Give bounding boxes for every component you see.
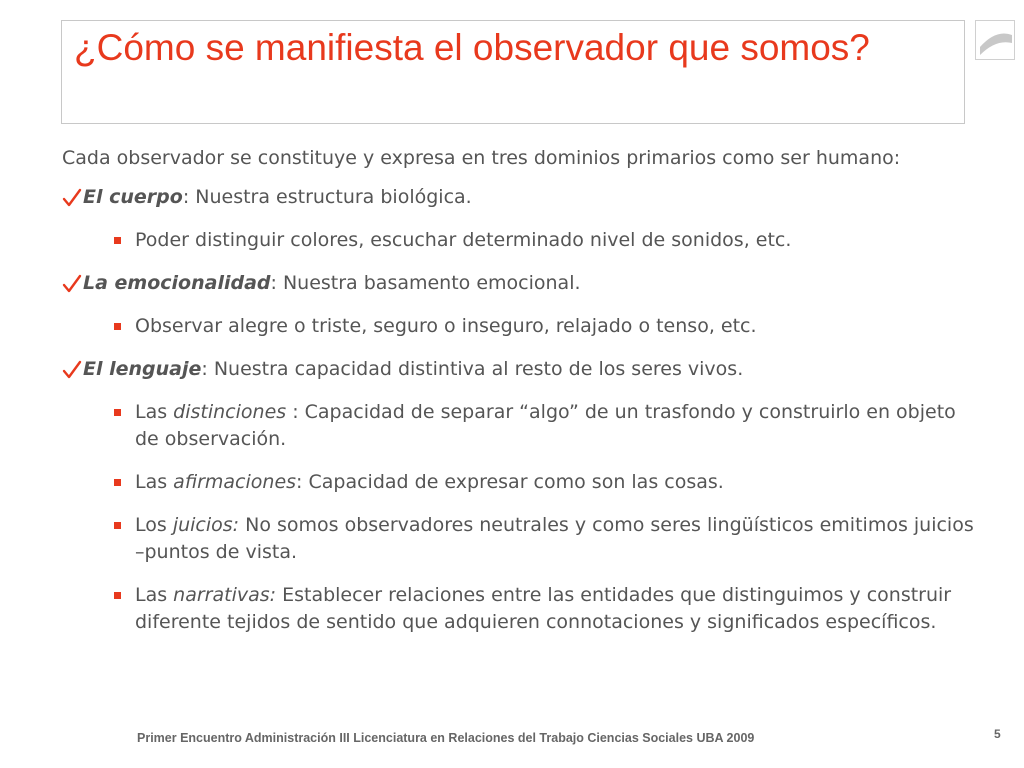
check-icon [62,356,83,383]
sub-item-juicios [62,512,982,566]
intro-paragraph: Cada observador se constituye y expresa en tres dominios primarios como ser humano: [62,147,901,169]
square-bullet-icon [114,522,121,529]
sub-item-prefix: Las [135,471,174,493]
square-bullet-icon [114,323,121,330]
domain-term: El cuerpo [83,186,183,208]
domain-item-cuerpo [62,184,982,211]
sub-item-prefix: Las [135,401,174,423]
sub-item-prefix: Los [135,514,173,536]
domain-item-lenguaje [62,356,982,383]
domain-term: La emocionalidad [83,272,271,294]
domain-item-emocionalidad [62,270,982,297]
sub-item-text: Observar alegre o triste, seguro o inseguro, relajado o tenso, etc. [135,315,757,337]
sub-item-term: distinciones [173,401,287,423]
sub-item-distinciones [62,399,982,453]
domain-term: El lenguaje [83,358,202,380]
sub-item-term: afirmaciones [173,471,297,493]
sub-item-text: Establecer relaciones entre las entidades que distinguimos y construir diferente tejidos de sentido que adquieren connotaciones y significados específicos. [135,584,952,633]
square-bullet-icon [114,479,121,486]
arch-logo-icon [975,20,1015,60]
sub-item-afirmaciones [62,469,982,496]
domain-desc: : Nuestra basamento emocional. [270,272,581,294]
slide-body [62,145,982,652]
sub-item-text: : Capacidad de expresar como son las cosas. [296,471,724,493]
check-icon [62,184,83,211]
sub-item [62,227,982,254]
title-box [61,20,965,124]
page-number: 5 [994,727,1001,741]
sub-item-prefix: Las [135,584,174,606]
sub-item-narrativas [62,582,982,636]
domain-desc: : Nuestra capacidad distintiva al resto de los seres vivos. [201,358,744,380]
square-bullet-icon [114,237,121,244]
sub-item-term: narrativas: [173,584,277,606]
slide-title: ¿Cómo se manifiesta el observador que somos? [74,27,870,68]
square-bullet-icon [114,409,121,416]
sub-item-term: juicios: [172,514,240,536]
sub-item [62,313,982,340]
footer-text: Primer Encuentro Administración III Licenciatura en Relaciones del Trabajo Ciencias Sociales UBA 2009 [137,731,755,745]
check-icon [62,270,83,297]
sub-item-text: Poder distinguir colores, escuchar determinado nivel de sonidos, etc. [135,229,792,251]
domain-desc: : Nuestra estructura biológica. [182,186,472,208]
square-bullet-icon [114,592,121,599]
sub-item-text: No somos observadores neutrales y como seres lingüísticos emitimos juicios –puntos de vista. [135,514,974,563]
sub-item-text: : Capacidad de separar “algo” de un trasfondo y construirlo en objeto de observación. [135,401,956,450]
arch-logo-graphic [976,21,1016,61]
